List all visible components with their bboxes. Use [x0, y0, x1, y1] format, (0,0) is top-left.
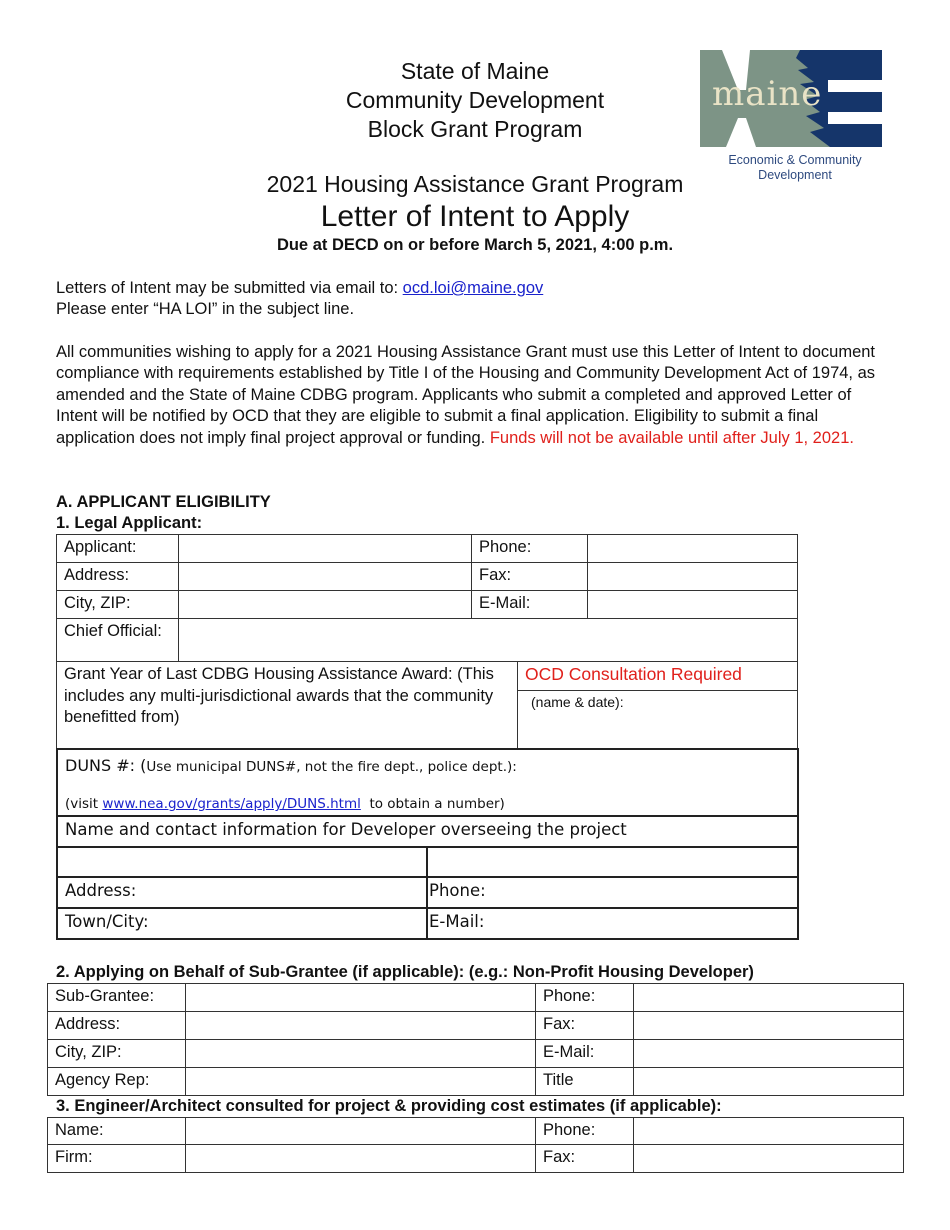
phone-label: Phone: [472, 535, 588, 563]
duns-visit-prefix: (visit [65, 796, 103, 812]
engineer-name-label: Name: [48, 1118, 186, 1145]
sub-grantee-email-field[interactable] [634, 1040, 904, 1068]
engineer-name-field[interactable] [186, 1118, 536, 1145]
sub-grantee-label: Sub-Grantee: [48, 984, 186, 1012]
sub-grantee-table [47, 983, 904, 1096]
due-date: Due at DECD on or before March 5, 2021, 4:00 p.m. [276, 236, 674, 254]
submission-line-1 [56, 278, 856, 299]
table-row [48, 1118, 904, 1145]
sub-grantee-field[interactable] [186, 984, 536, 1012]
duns-link[interactable]: www.nea.gov/grants/apply/DUNS.html [102, 796, 361, 812]
fax-field[interactable] [588, 563, 798, 591]
sub-grantee-fax-label: Fax: [536, 1012, 634, 1040]
agency-rep-field[interactable] [186, 1068, 536, 1096]
section-a-heading: A. APPLICANT ELIGIBILITY [56, 493, 271, 511]
address-field[interactable] [179, 563, 472, 591]
sub-grantee-heading: 2. Applying on Behalf of Sub-Grantee (if applicable): (e.g.: Non-Profit Housing Developer) [56, 963, 754, 981]
engineer-heading: 3. Engineer/Architect consulted for project & providing cost estimates (if applicable): [56, 1097, 722, 1115]
duns-field[interactable] [57, 749, 798, 816]
sub-grantee-address-label: Address: [48, 1012, 186, 1040]
table-row [57, 749, 798, 816]
engineer-firm-label: Firm: [48, 1145, 186, 1173]
sub-grantee-phone-field[interactable] [634, 984, 904, 1012]
email-link[interactable]: ocd.loi@maine.gov [402, 279, 544, 297]
table-row [57, 591, 798, 619]
grant-year-label[interactable] [57, 662, 518, 749]
logo-wordmark: maine [712, 74, 823, 114]
sub-grantee-address-field[interactable] [186, 1012, 536, 1040]
engineer-firm-field[interactable] [186, 1145, 536, 1173]
intro-text: All communities wishing to apply for a 2021 Housing Assistance Grant must use this Letter of Intent to document compliance with requirements established by Title I of the Housing and Community Development Act of 1974, as amended and the State of Maine CDBG program. Applicants who submit a completed and approved Letter of Intent will be notified by OCD that they are eligible to submit a final application. Eligibility to submit a final application does not imply final project approval or funding. [56, 343, 876, 447]
developer-phone-field[interactable]: Phone: [427, 877, 798, 908]
table-row [57, 535, 798, 563]
developer-address-field[interactable]: Address: [57, 877, 427, 908]
intro-paragraph [56, 342, 891, 449]
engineer-table [47, 1117, 904, 1173]
submission-line-2: Please enter “HA LOI” in the subject line. [56, 300, 355, 319]
sub-grantee-fax-field[interactable] [634, 1012, 904, 1040]
table-row [57, 816, 798, 847]
sub-grantee-city-field[interactable] [186, 1040, 536, 1068]
city-zip-field[interactable] [179, 591, 472, 619]
address-label: Address: [57, 563, 179, 591]
duns-label-line [65, 755, 797, 778]
table-row [57, 563, 798, 591]
agency-rep-label: Agency Rep: [48, 1068, 186, 1096]
duns-label: DUNS #: ( [65, 756, 147, 775]
sub-grantee-city-label: City, ZIP: [48, 1040, 186, 1068]
ocd-name-date-label: (name & date): [531, 694, 624, 710]
org-line-1: State of Maine [400, 58, 550, 84]
developer-heading: Name and contact information for Developer overseeing the project [57, 816, 798, 847]
funds-warning: Funds will not be available until after July 1, 2021. [489, 428, 854, 447]
ocd-consultation-label: OCD Consultation Required [518, 662, 798, 691]
chief-official-label: Chief Official: [57, 619, 179, 662]
org-line-3: Block Grant Program [367, 116, 583, 142]
grant-year-label-text: Grant Year of Last CDBG Housing Assistance Award: (This includes any multi-jurisdictional awards that the community benefitted from) [64, 665, 494, 726]
sub-grantee-phone-label: Phone: [536, 984, 634, 1012]
engineer-fax-field[interactable] [634, 1145, 904, 1173]
agency-rep-title-field[interactable] [634, 1068, 904, 1096]
table-row [48, 1068, 904, 1096]
logo-caption-line-2: Development [758, 168, 832, 182]
applicant-label: Applicant: [57, 535, 179, 563]
ocd-name-date-field[interactable] [518, 691, 798, 749]
engineer-phone-field[interactable] [634, 1118, 904, 1145]
legal-applicant-table [56, 534, 798, 662]
phone-field[interactable] [588, 535, 798, 563]
developer-town-field[interactable]: Town/City: [57, 908, 427, 939]
table-row [48, 1040, 904, 1068]
engineer-fax-label: Fax: [536, 1145, 634, 1173]
city-zip-label: City, ZIP: [57, 591, 179, 619]
email-field[interactable] [588, 591, 798, 619]
email-label: E-Mail: [472, 591, 588, 619]
org-heading [250, 57, 700, 144]
submission-prefix: Letters of Intent may be submitted via email to: [56, 279, 403, 297]
logo-caption-line-1: Economic & Community [728, 153, 862, 167]
chief-official-field[interactable] [179, 619, 798, 662]
page-title: Letter of Intent to Apply [320, 200, 630, 233]
engineer-phone-label: Phone: [536, 1118, 634, 1145]
legal-applicant-heading: 1. Legal Applicant: [56, 514, 203, 532]
agency-rep-title-label: Title [536, 1068, 634, 1096]
sub-grantee-email-label: E-Mail: [536, 1040, 634, 1068]
table-row [57, 662, 798, 691]
grant-year-table [56, 661, 798, 749]
table-row [57, 877, 798, 908]
table-row [57, 847, 798, 877]
duns-visit-line [65, 796, 797, 813]
duns-visit-suffix: to obtain a number) [360, 796, 505, 812]
table-row [48, 1012, 904, 1040]
developer-email-field[interactable]: E-Mail: [427, 908, 798, 939]
fax-label: Fax: [472, 563, 588, 591]
table-row [48, 984, 904, 1012]
submission-info [56, 278, 856, 321]
applicant-field[interactable] [179, 535, 472, 563]
table-row [48, 1145, 904, 1173]
developer-name-field-2[interactable] [427, 847, 798, 877]
duns-note: Use municipal DUNS#, not the fire dept., police dept.): [146, 759, 517, 775]
maine-decd-logo [700, 50, 882, 147]
developer-name-field[interactable] [57, 847, 427, 877]
program-title: 2021 Housing Assistance Grant Program [266, 171, 684, 197]
duns-developer-table [56, 748, 799, 940]
table-row [57, 619, 798, 662]
table-row [57, 908, 798, 939]
logo-caption [690, 153, 900, 183]
org-line-2: Community Development [345, 87, 605, 113]
